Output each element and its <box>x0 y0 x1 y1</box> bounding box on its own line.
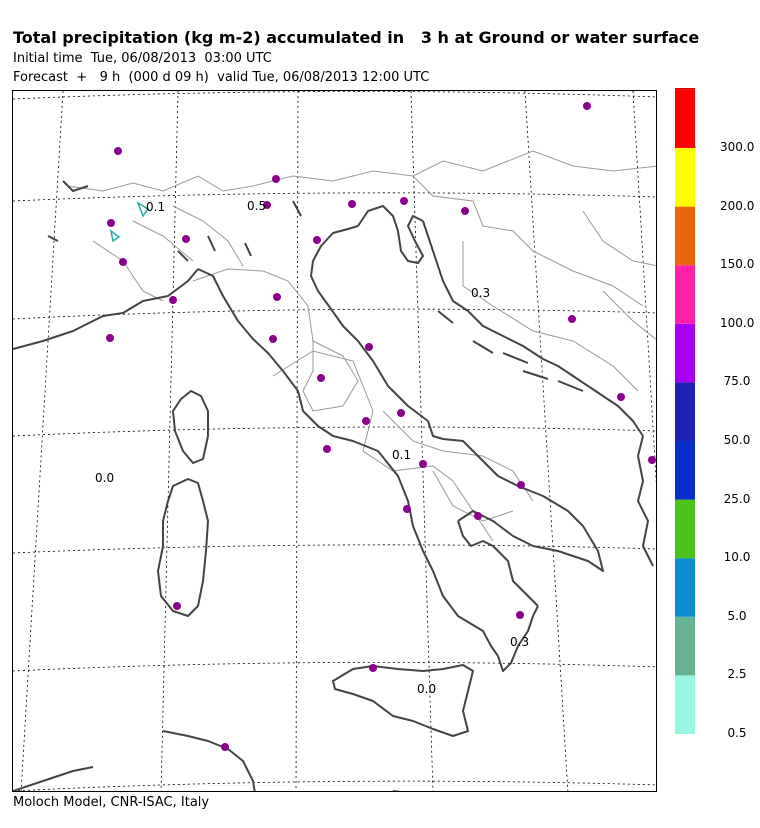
station-dot <box>648 456 656 464</box>
station-dot <box>119 258 127 266</box>
legend-tick-label: 2.5 <box>727 667 747 682</box>
initial-time: Initial time Tue, 06/08/2013 03:00 UTC <box>13 51 272 66</box>
station-dot <box>365 343 373 351</box>
precip-contours <box>111 203 148 241</box>
value-label-balkans: 0.3 <box>471 286 491 300</box>
legend-tick-label: 25.0 <box>723 491 751 506</box>
legend-color-box <box>675 558 695 617</box>
legend-color-box <box>675 265 695 324</box>
forecast-time: Forecast + 9 h (000 d 09 h) valid Tue, 06/08/2013 12:00 UTC <box>13 70 430 85</box>
legend-color-box <box>675 500 695 559</box>
legend-colorbar <box>675 88 725 738</box>
value-label-sicily: 0.0 <box>417 682 437 696</box>
model-credit: Moloch Model, CNR-ISAC, Italy <box>13 795 210 810</box>
station-dot <box>369 664 377 672</box>
value-label-calabria: 0.3 <box>510 635 530 649</box>
value-label-nw-alps: 0.1 <box>146 200 166 214</box>
station-dot <box>348 200 356 208</box>
station-dot <box>474 512 482 520</box>
map-canvas <box>13 91 657 792</box>
legend-color-box <box>675 207 695 266</box>
station-dot <box>397 409 405 417</box>
station-dot <box>221 743 229 751</box>
legend-tick-label: 50.0 <box>723 433 751 447</box>
station-dot <box>568 315 576 323</box>
coastlines <box>13 181 653 792</box>
station-dot <box>461 207 469 215</box>
legend-color-box <box>675 675 695 734</box>
station-dot <box>313 236 321 244</box>
station-dot <box>269 335 277 343</box>
legend-tick-label: 75.0 <box>723 374 751 389</box>
station-dot <box>107 219 115 227</box>
legend-color-box <box>675 324 695 383</box>
station-dot <box>517 481 525 489</box>
station-dot <box>419 460 427 468</box>
value-label-central-alps: 0.5 <box>247 199 267 213</box>
station-dots <box>106 102 656 751</box>
station-dot <box>317 374 325 382</box>
station-dot <box>323 445 331 453</box>
legend-color-box <box>675 441 695 500</box>
value-label-campania: 0.1 <box>392 448 412 462</box>
legend-color-box <box>675 88 695 89</box>
station-dot <box>169 296 177 304</box>
station-dot <box>114 147 122 155</box>
station-dot <box>272 175 280 183</box>
station-dot <box>106 334 114 342</box>
station-dot <box>400 197 408 205</box>
legend-tick-label: 100.0 <box>720 315 755 330</box>
legend-color-box <box>675 382 695 441</box>
station-dot <box>516 611 524 619</box>
color-legend <box>675 88 755 738</box>
precipitation-map <box>12 90 657 792</box>
legend-tick-label: 0.5 <box>727 726 747 740</box>
legend-tick-label: 150.0 <box>720 257 755 272</box>
legend-tick-label: 300.0 <box>720 140 755 154</box>
legend-color-box <box>675 89 695 148</box>
station-dot <box>583 102 591 110</box>
station-dot <box>617 393 625 401</box>
legend-color-box <box>675 617 695 676</box>
value-label-sardinia-sea: 0.0 <box>95 471 115 485</box>
station-dot <box>362 417 370 425</box>
station-dot <box>182 235 190 243</box>
station-dot <box>173 602 181 610</box>
station-dot <box>403 505 411 513</box>
map-title: Total precipitation (kg m-2) accumulated in 3 h at Ground or water surface <box>13 28 700 47</box>
legend-tick-label: 5.0 <box>727 608 747 623</box>
legend-tick-label: 200.0 <box>720 198 755 213</box>
station-dot <box>273 293 281 301</box>
legend-tick-label: 10.0 <box>723 550 751 565</box>
legend-color-box <box>675 148 695 207</box>
